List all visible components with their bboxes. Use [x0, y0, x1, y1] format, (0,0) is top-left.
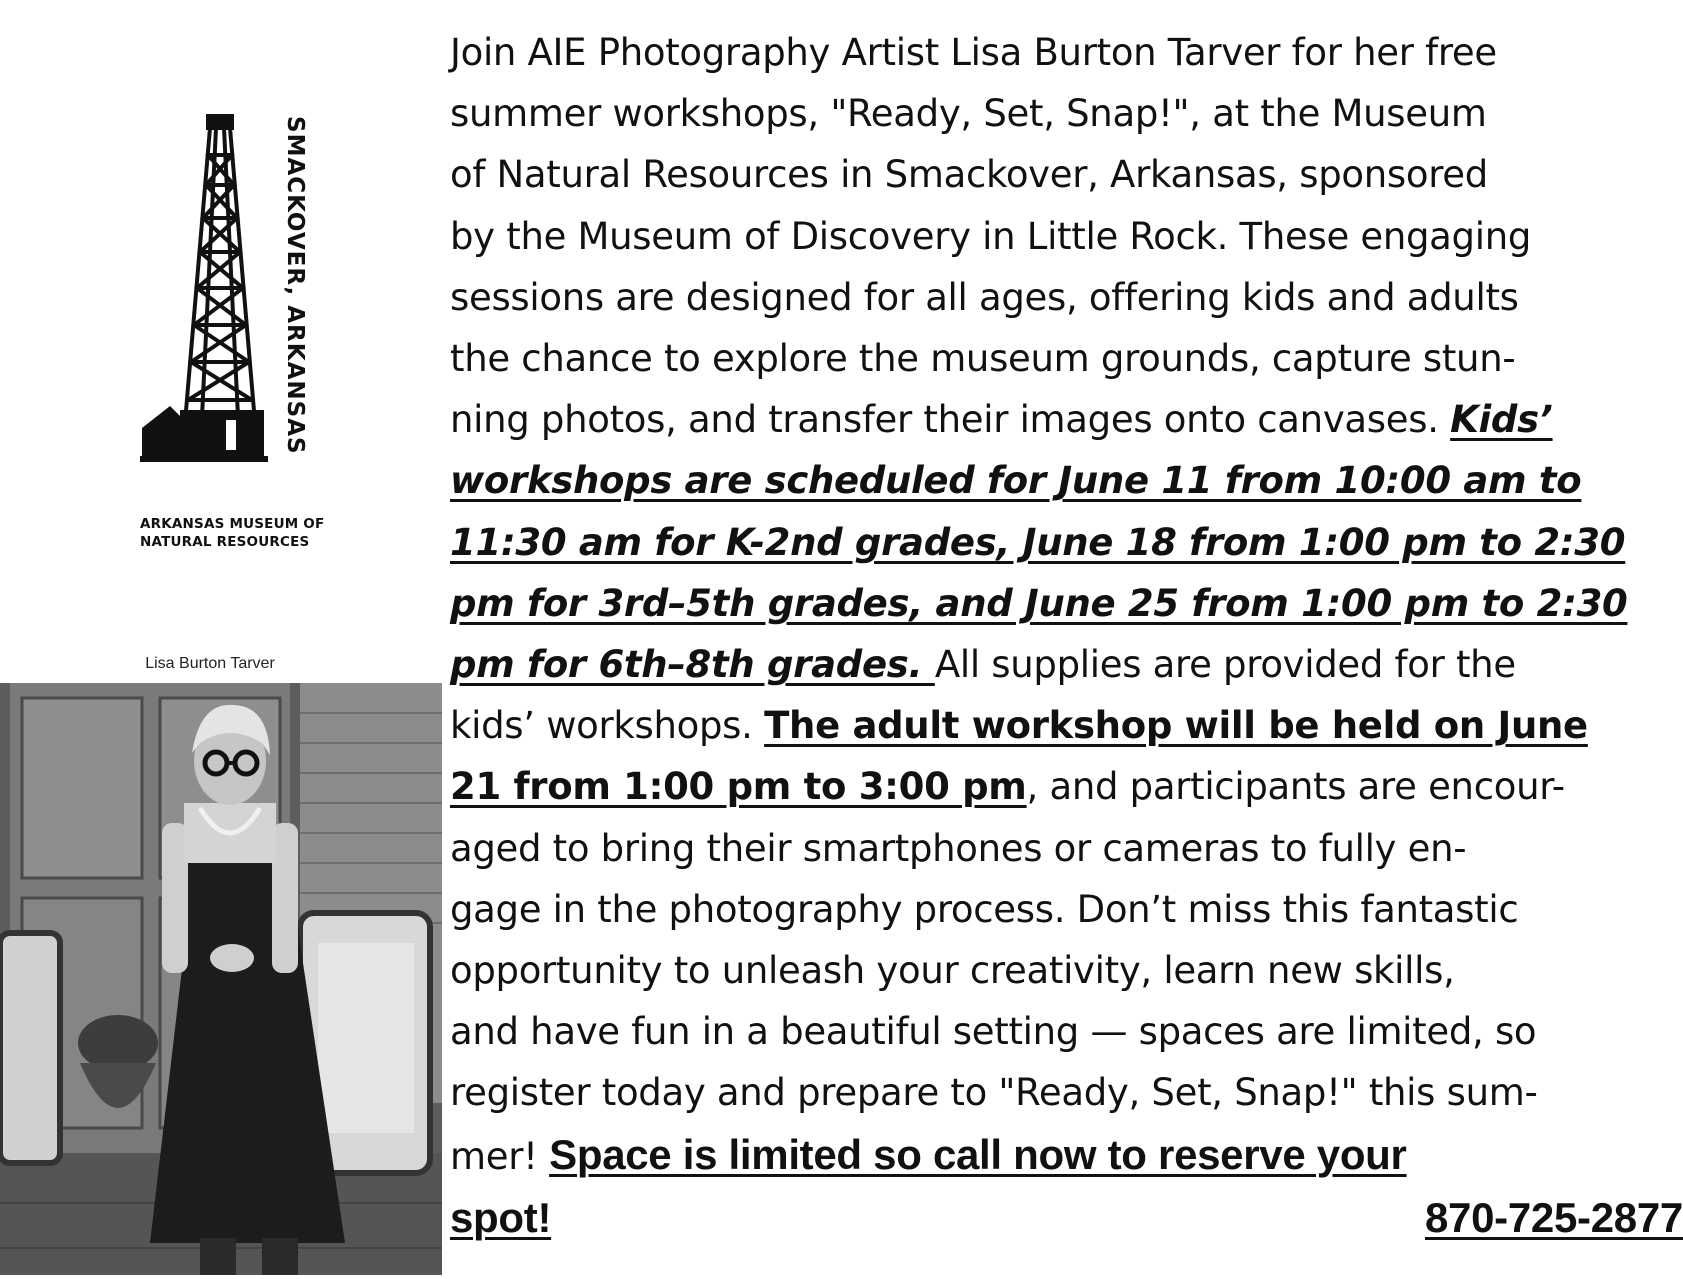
text-run: All supplies are provided for the	[934, 643, 1516, 687]
text-line: and have fun in a beautiful setting — spaces are limited, so	[450, 1010, 1537, 1054]
text-line	[450, 389, 1645, 450]
text-line	[450, 1187, 1683, 1250]
text-line: register today and prepare to "Ready, Set, Snap!" this sum-	[450, 1071, 1538, 1115]
announcement-text	[450, 22, 1683, 1250]
kids-schedule-text: workshops are scheduled for June 11 from 10:00 am to	[450, 459, 1582, 503]
logo-caption-line2: NATURAL RESOURCES	[140, 534, 310, 550]
call-to-action: Space is limited so call now to reserve your	[549, 1130, 1407, 1178]
adult-schedule-text: 21 from 1:00 pm to 3:00 pm	[450, 765, 1027, 809]
text-line	[450, 695, 1645, 756]
phone-number[interactable]: 870-725-2877	[1425, 1193, 1683, 1241]
adult-schedule-text: The adult workshop will be held on June	[764, 704, 1588, 748]
text-run: ning photos, and transfer their images onto canvases.	[450, 398, 1451, 442]
oil-derrick-icon	[140, 110, 300, 490]
kids-schedule-text: pm for 6th–8th grades.	[450, 643, 935, 687]
text-line: opportunity to unleash your creativity, learn new skills,	[450, 949, 1455, 993]
text-line: of Natural Resources in Smackover, Arkansas, sponsored	[450, 153, 1488, 197]
logo-location-text: SMACKOVER, ARKANSAS	[282, 116, 308, 455]
text-line: sessions are designed for all ages, offering kids and adults	[450, 275, 1519, 319]
text-line: aged to bring their smartphones or cameras to fully en-	[450, 826, 1467, 870]
logo-caption-line1: ARKANSAS MUSEUM OF	[140, 516, 325, 532]
portrait-photo	[0, 683, 442, 1275]
text-line	[450, 634, 1645, 695]
kids-schedule-text: pm for 3rd–5th grades, and June 25 from 1:00 pm to 2:30	[450, 581, 1628, 625]
text-line	[450, 756, 1645, 817]
text-run: mer!	[450, 1134, 550, 1178]
text-line: the chance to explore the museum grounds, capture stun-	[450, 337, 1516, 381]
logo-caption	[140, 515, 340, 551]
kids-schedule-text: 11:30 am for K-2nd grades, June 18 from 1:00 pm to 2:30	[450, 520, 1626, 564]
call-to-action: spot!	[450, 1193, 552, 1241]
text-line: gage in the photography process. Don’t miss this fantastic	[450, 887, 1519, 931]
text-run: , and participants are encour-	[1026, 765, 1565, 809]
text-line	[450, 1124, 1645, 1187]
text-line: Join AIE Photography Artist Lisa Burton Tarver for her free	[450, 31, 1497, 74]
photo-caption: Lisa Burton Tarver	[145, 655, 275, 672]
kids-schedule-text: Kids’	[1450, 398, 1553, 442]
text-line: by the Museum of Discovery in Little Rock. These engaging	[450, 214, 1532, 258]
text-line: summer workshops, "Ready, Set, Snap!", at the Museum	[450, 92, 1487, 136]
text-run: kids’ workshops.	[450, 704, 765, 748]
